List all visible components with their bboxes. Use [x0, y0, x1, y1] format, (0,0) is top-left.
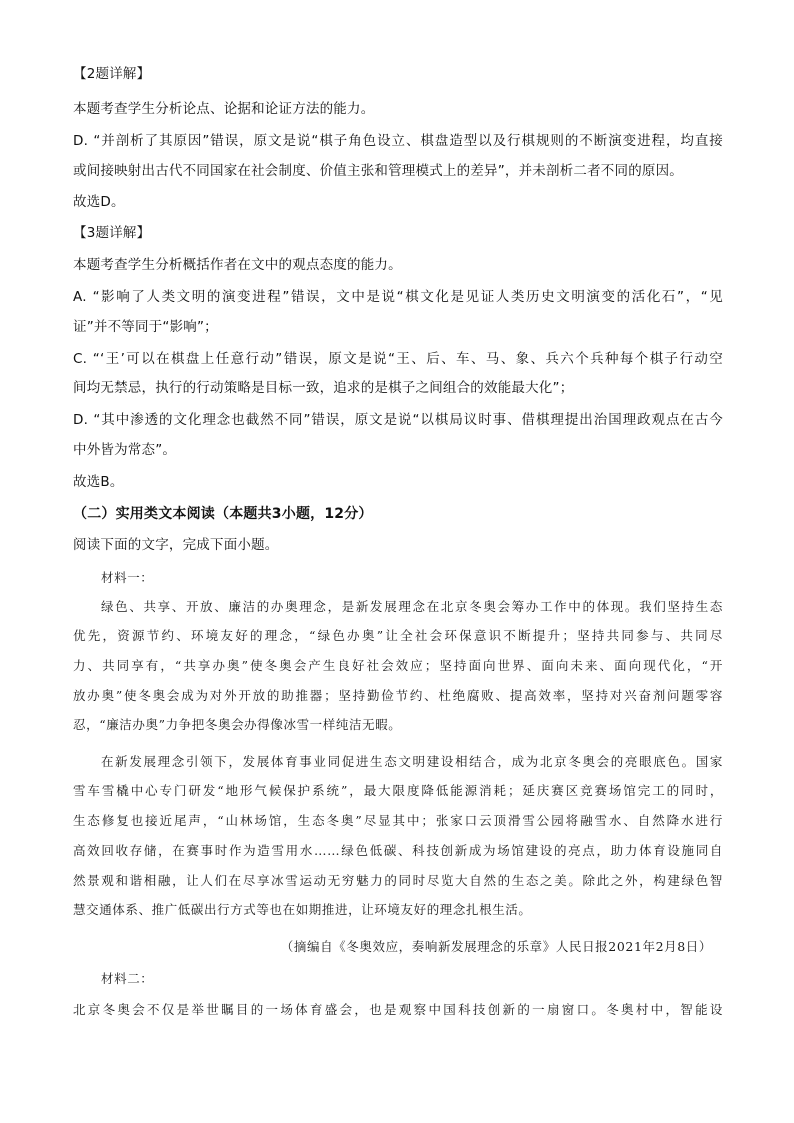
material1-p1-line: 忍，“廉洁办奥”力争把冬奥会办得像冰雪一样纯洁无暇。 — [73, 717, 402, 732]
material1-label: 材料一： — [101, 570, 154, 585]
material1-p2-line: 雪车雪橇中心专门研发“地形气候保护系统”，最大限度降低能源消耗；延庆赛区竞赛场馆完工的同时， — [73, 783, 723, 798]
material1-p1-line: 绿色、共享、开放、廉洁的办奥理念，是新发展理念在北京冬奥会筹办工作中的体现。我们坚持生态 — [101, 599, 723, 614]
q3-option-c-line2: 间均无禁忌，执行的行动策略是目标一致，追求的是棋子之间组合的效能最大化”； — [73, 380, 574, 396]
material2-label: 材料二： — [101, 971, 154, 986]
material1-p2-line: 生态修复也接近尾声，“山林场馆，生态冬奥”尽显其中；张家口云顶滑雪公园将融雪水、自然降水进行 — [73, 813, 723, 828]
material1-p1-line: 优先，资源节约、环境友好的理念，“绿色办奥”让全社会环保意识不断提升；坚持共同参与、共同尽 — [73, 628, 723, 643]
q2-answer: 故选D。 — [73, 194, 125, 210]
section-title: （二）实用类文本阅读（本题共3小题，12分） — [73, 506, 373, 522]
q2-heading: 【2题详解】 — [73, 66, 151, 82]
q3-intro: 本题考查学生分析概括作者在文中的观点态度的能力。 — [73, 257, 402, 273]
material2-p1-line: 北京冬奥会不仅是举世瞩目的一场体育盛会，也是观察中国科技创新的一扇窗口。冬奥村中，智能设 — [73, 1002, 723, 1017]
material1-p1-line: 力、共同享有，“共享办奥”使冬奥会产生良好社会效应；坚持面向世界、面向未来、面向现代化，“开 — [73, 658, 723, 673]
material1-source: （摘编自《冬奥效应，奏响新发展理念的乐章》人民日报2021年2月8日） — [280, 939, 712, 954]
q3-answer: 故选B。 — [73, 474, 124, 490]
q3-option-a-line1: A. “影响了人类文明的演变进程”错误，文中是说“棋文化是见证人类历史文明演变的活化石”，“见 — [73, 289, 723, 305]
q3-option-c-line1: C. “‘王’可以在棋盘上任意行动”错误，原文是说“王、后、车、马、象、兵六个兵种每个棋子行动空 — [73, 351, 723, 367]
q2-option-d-line2: 或间接映射出古代不同国家在社会制度、价值主张和管理模式上的差异”，并未剖析二者不同的原因。 — [73, 163, 683, 179]
material1-p1-line: 放办奥”使冬奥会成为对外开放的助推器；坚持勤俭节约、杜绝腐败、提高效率，坚持对兴奋剂问题零容 — [73, 688, 723, 703]
q3-option-d-line1: D. “其中渗透的文化理念也截然不同”错误，原文是说“以棋局议时事、借棋理提出治国理政观点在古今 — [73, 412, 723, 428]
material1-p2-line: 高效回收存储，在赛事时作为造雪用水……绿色低碳、科技创新成为场馆建设的亮点，助力体育设施同自 — [73, 843, 723, 858]
material1-p2-line: 然景观和谐相融，让人们在尽享冰雪运动无穷魅力的同时尽览大自然的生态之美。除此之外，构建绿色智 — [73, 873, 723, 888]
q3-option-a-line2: 证”并不等同于“影响”； — [73, 319, 218, 335]
q2-option-d-line1: D. “并剖析了其原因”错误，原文是说“棋子角色设立、棋盘造型以及行棋规则的不断演变进程，均直接 — [73, 133, 723, 149]
q3-option-d-line2: 中外皆为常态”。 — [73, 442, 177, 458]
material1-p2-line: 慧交通体系、推广低碳出行方式等也在如期推进，让环境友好的理念扎根生活。 — [73, 902, 532, 917]
q2-intro: 本题考查学生分析论点、论据和论证方法的能力。 — [73, 101, 375, 117]
material1-p2-line: 在新发展理念引领下，发展体育事业同促进生态文明建设相结合，成为北京冬奥会的亮眼底色。国家 — [101, 754, 723, 769]
q3-heading: 【3题详解】 — [73, 225, 151, 241]
section-instruction: 阅读下面的文字，完成下面小题。 — [73, 537, 279, 553]
